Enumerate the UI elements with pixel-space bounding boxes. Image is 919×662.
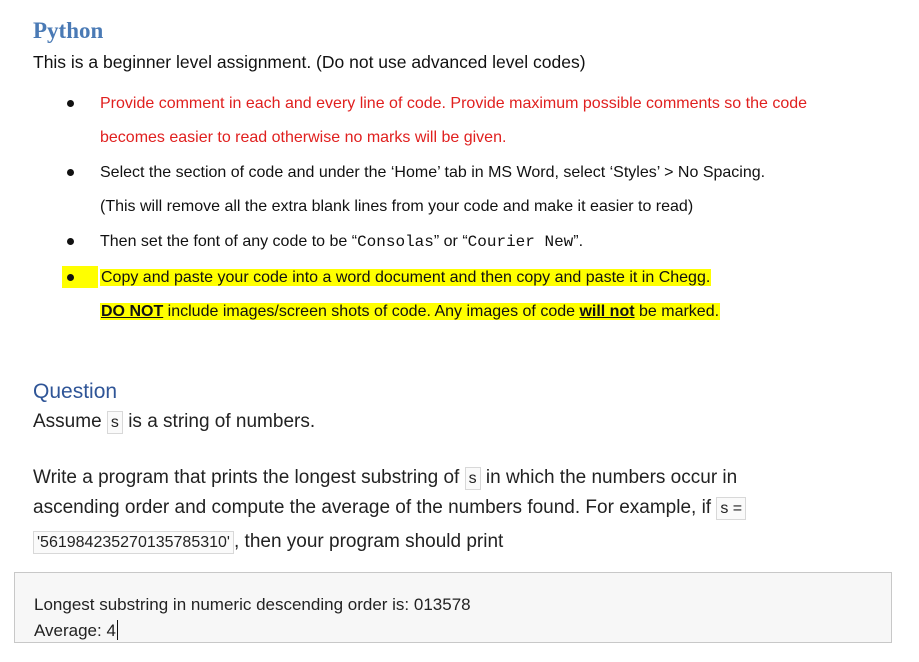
output-line-substring: Longest substring in numeric descending order is: 013578 <box>34 595 471 614</box>
emphasis-do-not: DO NOT <box>101 303 164 320</box>
inline-code: s = <box>716 497 746 520</box>
list-item-text: Provide comment in each and every line of code. Provide maximum possible comments so the code <box>100 95 808 112</box>
text-segment: ”. <box>573 233 584 250</box>
question-paragraph-2-line-3 <box>33 530 503 555</box>
doc-title: Python <box>33 18 104 43</box>
output-average-text: Average: 4 <box>34 621 116 640</box>
list-item-text <box>100 268 711 288</box>
text-cursor-icon <box>117 620 118 640</box>
text-segment: in which the numbers occur in <box>480 467 738 488</box>
text-segment: Write a program that prints the longest substring of <box>33 467 465 488</box>
text-segment: ascending order and compute the average of the numbers found. For example, if <box>33 497 717 518</box>
output-line-average[interactable] <box>34 620 118 641</box>
text-segment: Assume <box>33 411 107 432</box>
emphasis-will-not: will not <box>579 303 635 320</box>
question-paragraph-1 <box>33 410 315 435</box>
text-segment: , then your program should print <box>233 531 504 552</box>
question-heading: Question <box>33 380 118 403</box>
font-name-consolas: Consolas <box>357 233 434 251</box>
inline-code: s <box>465 467 481 490</box>
inline-code: '561984235270135785310' <box>33 531 234 554</box>
text-segment: ” or “ <box>433 233 468 250</box>
question-paragraph-2-line-1 <box>33 466 737 491</box>
bullet-dot-icon <box>67 100 74 107</box>
list-item-text <box>100 302 720 322</box>
list-item-text <box>100 232 583 252</box>
bullet-dot-icon <box>67 169 74 176</box>
text-segment: is a string of numbers. <box>122 411 316 432</box>
list-item-text: (This will remove all the extra blank lines from your code and make it easier to read) <box>100 198 694 215</box>
highlighted-text: Copy and paste your code into a word document and then copy and paste it in Chegg. <box>101 269 711 286</box>
text-segment: Then set the font of any code to be “ <box>100 233 358 250</box>
question-paragraph-2-line-2 <box>33 496 746 521</box>
bullet-dot-icon <box>67 274 74 281</box>
highlighted-text: include images/screen shots of code. Any images of code <box>163 303 580 320</box>
list-item-text: Select the section of code and under the ‘Home’ tab in MS Word, select ‘Styles’ > No Spacing. <box>100 164 766 181</box>
inline-code: s <box>107 411 123 434</box>
highlighted-text: be marked. <box>634 303 720 320</box>
expected-output-box <box>14 572 892 643</box>
doc-intro: This is a beginner level assignment. (Do not use advanced level codes) <box>33 52 586 72</box>
bullet-dot-icon <box>67 238 74 245</box>
font-name-courier: Courier New <box>467 233 574 251</box>
list-item-text: becomes easier to read otherwise no marks will be given. <box>100 129 507 146</box>
